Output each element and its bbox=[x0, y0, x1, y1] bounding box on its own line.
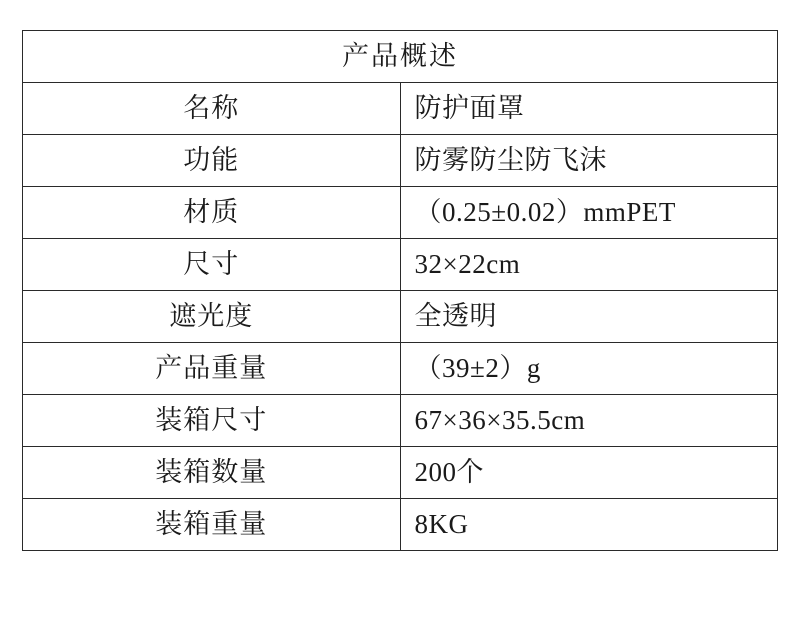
table-row bbox=[23, 499, 778, 551]
table-title: 产品概述 bbox=[23, 31, 778, 83]
spec-value-carton-weight: 8KG bbox=[400, 499, 778, 551]
spec-label-shading: 遮光度 bbox=[23, 291, 401, 343]
table-row bbox=[23, 187, 778, 239]
spec-label-name: 名称 bbox=[23, 83, 401, 135]
spec-value-product-weight: （39±2）g bbox=[400, 343, 778, 395]
spec-label-function: 功能 bbox=[23, 135, 401, 187]
spec-value-shading: 全透明 bbox=[400, 291, 778, 343]
table-title-row bbox=[23, 31, 778, 83]
table-row bbox=[23, 447, 778, 499]
spec-label-carton-size: 装箱尺寸 bbox=[23, 395, 401, 447]
table-row bbox=[23, 239, 778, 291]
spec-value-name: 防护面罩 bbox=[400, 83, 778, 135]
table-row bbox=[23, 343, 778, 395]
spec-value-function: 防雾防尘防飞沫 bbox=[400, 135, 778, 187]
spec-value-size: 32×22cm bbox=[400, 239, 778, 291]
table-row bbox=[23, 395, 778, 447]
spec-label-product-weight: 产品重量 bbox=[23, 343, 401, 395]
spec-value-material: （0.25±0.02）mmPET bbox=[400, 187, 778, 239]
spec-label-size: 尺寸 bbox=[23, 239, 401, 291]
table-row bbox=[23, 83, 778, 135]
table-row bbox=[23, 135, 778, 187]
spec-label-carton-weight: 装箱重量 bbox=[23, 499, 401, 551]
table-row bbox=[23, 291, 778, 343]
spec-value-carton-size: 67×36×35.5cm bbox=[400, 395, 778, 447]
spec-label-carton-quantity: 装箱数量 bbox=[23, 447, 401, 499]
spec-label-material: 材质 bbox=[23, 187, 401, 239]
product-spec-table bbox=[22, 30, 778, 551]
table-body bbox=[23, 31, 778, 551]
spec-value-carton-quantity: 200个 bbox=[400, 447, 778, 499]
